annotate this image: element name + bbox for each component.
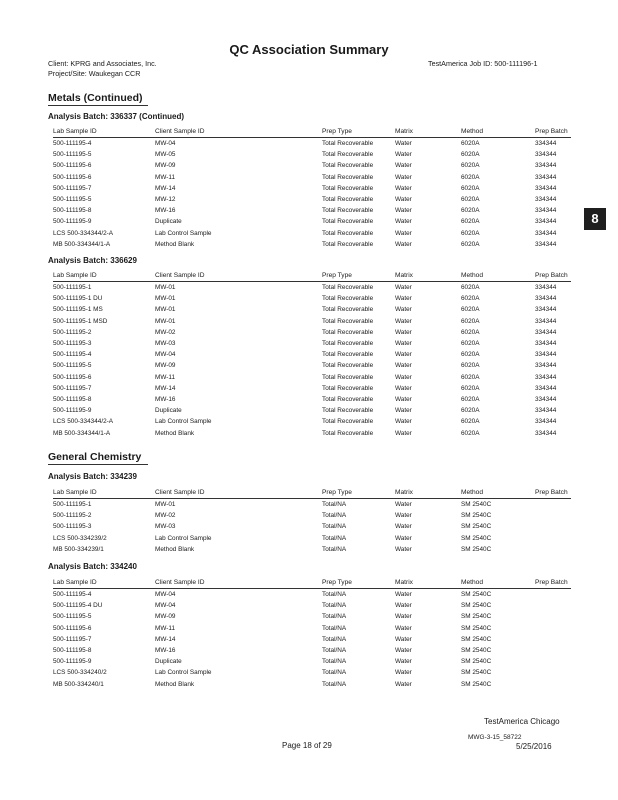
report-date: 5/25/2016 [516, 742, 552, 751]
cell-client: MW-01 [155, 501, 176, 508]
cell-client: MW-04 [155, 140, 176, 147]
cell-client: MW-14 [155, 384, 176, 392]
cell-prep-batch: 334344 [535, 362, 557, 370]
client-name: Client: KPRG and Associates, Inc. [48, 59, 157, 68]
cell-method: SM 2540C [461, 534, 492, 542]
column-header-prep-batch: Prep Batch [535, 272, 568, 279]
cell-prep-batch: 334344 [535, 184, 557, 192]
cell-method: 6020A [461, 162, 480, 170]
cell-matrix: Water [395, 647, 412, 654]
cell-lab: LCS 500-334344/2-A [53, 229, 114, 237]
cell-matrix: Water [395, 613, 412, 621]
section-title: Metals (Continued) [48, 92, 143, 104]
cell-prep-type: Total Recoverable [322, 351, 374, 359]
cell-method: 6020A [461, 184, 480, 192]
section-tab-marker: 8 [584, 208, 606, 230]
cell-client: Lab Control Sample [155, 229, 212, 237]
cell-prep-type: Total Recoverable [322, 196, 374, 203]
cell-lab: 500-111195-2 [53, 512, 92, 520]
cell-lab: 500-111195-1 DU [53, 295, 103, 303]
table-row [0, 206, 618, 217]
table-row [0, 384, 618, 395]
column-header-method: Method [461, 128, 483, 135]
table-row [0, 534, 618, 545]
cell-prep-type: Total/NA [322, 512, 347, 520]
cell-prep-type: Total Recoverable [322, 295, 374, 303]
cell-client: MW-09 [155, 362, 176, 370]
cell-prep-type: Total Recoverable [322, 151, 374, 159]
column-header-rule [53, 281, 571, 282]
cell-client: MW-09 [155, 613, 176, 621]
cell-prep-type: Total/NA [322, 602, 347, 610]
cell-matrix: Water [395, 545, 412, 553]
cell-client: MW-01 [155, 306, 176, 314]
cell-lab: 500-111195-9 [53, 658, 92, 666]
column-header-prep-type: Prep Type [322, 272, 352, 279]
cell-prep-type: Total/NA [322, 658, 347, 666]
cell-client: MW-04 [155, 351, 176, 359]
table-row [0, 240, 618, 251]
cell-method: 6020A [461, 295, 480, 303]
table-row [0, 624, 618, 635]
cell-prep-type: Total Recoverable [322, 418, 374, 426]
cell-client: MW-16 [155, 647, 176, 654]
column-header-matrix: Matrix [395, 489, 413, 496]
cell-prep-batch: 334344 [535, 218, 557, 226]
cell-matrix: Water [395, 306, 412, 314]
batch-title: Analysis Batch: 334240 [48, 562, 137, 571]
cell-client: Lab Control Sample [155, 418, 212, 426]
table-row [0, 184, 618, 195]
cell-prep-batch: 334344 [535, 384, 557, 392]
cell-matrix: Water [395, 295, 412, 303]
cell-lab: 500-111195-8 [53, 647, 92, 654]
cell-prep-batch: 334344 [535, 207, 557, 215]
cell-matrix: Water [395, 196, 412, 203]
table-row [0, 668, 618, 679]
cell-client: MW-14 [155, 635, 176, 643]
column-header-matrix: Matrix [395, 128, 413, 135]
table-row [0, 500, 618, 511]
cell-client: MW-11 [155, 373, 176, 381]
cell-prep-type: Total/NA [322, 523, 347, 531]
cell-method: 6020A [461, 240, 480, 248]
cell-client: MW-01 [155, 295, 176, 303]
column-header-rule [53, 137, 571, 138]
cell-prep-type: Total Recoverable [322, 306, 374, 314]
column-header-prep-type: Prep Type [322, 579, 352, 586]
cell-method: SM 2540C [461, 635, 492, 643]
cell-method: 6020A [461, 140, 480, 147]
cell-prep-batch: 334344 [535, 284, 557, 291]
cell-prep-batch: 334344 [535, 418, 557, 426]
cell-client: Duplicate [155, 407, 182, 415]
cell-matrix: Water [395, 162, 412, 170]
column-header-method: Method [461, 579, 483, 586]
column-header-prep-batch: Prep Batch [535, 579, 568, 586]
cell-method: SM 2540C [461, 602, 492, 610]
cell-prep-type: Total Recoverable [322, 162, 374, 170]
cell-lab: 500-111195-6 [53, 162, 92, 170]
cell-prep-batch: 334344 [535, 396, 557, 403]
cell-method: SM 2540C [461, 669, 492, 677]
cell-method: 6020A [461, 306, 480, 314]
batch-title: Analysis Batch: 334239 [48, 472, 137, 481]
cell-prep-batch: 334344 [535, 240, 557, 248]
table-row [0, 635, 618, 646]
cell-prep-type: Total/NA [322, 501, 347, 508]
cell-method: SM 2540C [461, 591, 492, 598]
cell-client: Method Blank [155, 240, 195, 248]
cell-lab: LCS 500-334344/2-A [53, 418, 114, 426]
cell-client: Method Blank [155, 545, 195, 553]
cell-lab: 500-111195-4 DU [53, 602, 103, 610]
table-row [0, 646, 618, 657]
cell-matrix: Water [395, 240, 412, 248]
cell-matrix: Water [395, 407, 412, 415]
column-header-matrix: Matrix [395, 272, 413, 279]
cell-method: 6020A [461, 328, 480, 336]
table-row [0, 173, 618, 184]
cell-matrix: Water [395, 384, 412, 392]
cell-method: 6020A [461, 373, 480, 381]
cell-client: MW-01 [155, 284, 176, 291]
footer-lab-name: TestAmerica Chicago [484, 717, 560, 726]
cell-prep-type: Total Recoverable [322, 218, 374, 226]
table-row [0, 417, 618, 428]
cell-matrix: Water [395, 429, 412, 437]
cell-method: 6020A [461, 351, 480, 359]
cell-prep-type: Total Recoverable [322, 373, 374, 381]
section-underline [48, 464, 148, 465]
table-row [0, 350, 618, 361]
cell-prep-type: Total/NA [322, 613, 347, 621]
cell-lab: 500-111195-8 [53, 207, 92, 215]
cell-method: SM 2540C [461, 647, 492, 654]
cell-method: 6020A [461, 207, 480, 215]
column-header-method: Method [461, 489, 483, 496]
cell-method: 6020A [461, 173, 480, 181]
cell-prep-type: Total Recoverable [322, 207, 374, 215]
cell-matrix: Water [395, 512, 412, 520]
cell-prep-batch: 334344 [535, 295, 557, 303]
cell-prep-type: Total Recoverable [322, 328, 374, 336]
cell-client: MW-04 [155, 602, 176, 610]
cell-prep-type: Total Recoverable [322, 396, 374, 403]
document-id: MWG-3-15_58722 [468, 734, 522, 741]
cell-lab: 500-111195-4 [53, 140, 92, 147]
cell-lab: 500-111195-5 [53, 362, 92, 370]
cell-lab: 500-111195-6 [53, 373, 92, 381]
cell-lab: 500-111195-5 [53, 151, 92, 159]
cell-method: SM 2540C [461, 624, 492, 632]
cell-matrix: Water [395, 151, 412, 159]
table-row [0, 328, 618, 339]
cell-matrix: Water [395, 284, 412, 291]
cell-client: Method Blank [155, 429, 195, 437]
column-header-prep-batch: Prep Batch [535, 128, 568, 135]
cell-client: MW-05 [155, 151, 176, 159]
cell-method: 6020A [461, 229, 480, 237]
cell-matrix: Water [395, 229, 412, 237]
cell-lab: 500-111195-3 [53, 523, 92, 531]
cell-method: 6020A [461, 396, 480, 403]
cell-method: 6020A [461, 418, 480, 426]
column-header-lab: Lab Sample ID [53, 128, 97, 135]
cell-client: MW-03 [155, 523, 176, 531]
column-header-lab: Lab Sample ID [53, 272, 97, 279]
cell-client: MW-02 [155, 512, 176, 520]
table-row [0, 305, 618, 316]
column-header-client: Client Sample ID [155, 272, 205, 279]
page-number: Page 18 of 29 [282, 741, 332, 750]
cell-matrix: Water [395, 373, 412, 381]
cell-matrix: Water [395, 658, 412, 666]
cell-lab: 500-111195-4 [53, 591, 92, 598]
cell-method: SM 2540C [461, 523, 492, 531]
table-row [0, 429, 618, 440]
cell-matrix: Water [395, 602, 412, 610]
cell-method: 6020A [461, 362, 480, 370]
cell-lab: 500-111195-9 [53, 218, 92, 226]
cell-method: 6020A [461, 196, 480, 203]
table-row [0, 511, 618, 522]
cell-method: 6020A [461, 407, 480, 415]
cell-client: MW-03 [155, 340, 176, 347]
cell-method: SM 2540C [461, 613, 492, 621]
column-header-client: Client Sample ID [155, 128, 205, 135]
cell-client: Method Blank [155, 680, 195, 688]
cell-method: SM 2540C [461, 501, 492, 508]
project-site: Project/Site: Waukegan CCR [48, 69, 141, 78]
cell-matrix: Water [395, 173, 412, 181]
cell-matrix: Water [395, 680, 412, 688]
cell-lab: 500-111195-3 [53, 340, 92, 347]
cell-method: 6020A [461, 218, 480, 226]
cell-lab: 500-111195-7 [53, 184, 92, 192]
cell-matrix: Water [395, 184, 412, 192]
column-header-prep-batch: Prep Batch [535, 489, 568, 496]
job-id: TestAmerica Job ID: 500-111196-1 [428, 59, 538, 68]
cell-lab: LCS 500-334240/2 [53, 669, 107, 677]
cell-matrix: Water [395, 328, 412, 336]
table-row [0, 317, 618, 328]
cell-method: 6020A [461, 340, 480, 347]
column-header-method: Method [461, 272, 483, 279]
cell-matrix: Water [395, 218, 412, 226]
cell-client: MW-11 [155, 624, 176, 632]
cell-matrix: Water [395, 418, 412, 426]
cell-matrix: Water [395, 523, 412, 531]
cell-lab: 500-111195-6 [53, 624, 92, 632]
table-row [0, 283, 618, 294]
cell-lab: 500-111195-6 [53, 173, 92, 181]
cell-matrix: Water [395, 362, 412, 370]
cell-prep-type: Total/NA [322, 669, 347, 677]
cell-prep-batch: 334344 [535, 328, 557, 336]
cell-client: MW-12 [155, 196, 176, 203]
cell-method: 6020A [461, 429, 480, 437]
table-row [0, 195, 618, 206]
cell-client: MW-11 [155, 173, 176, 181]
cell-prep-batch: 334344 [535, 429, 557, 437]
cell-client: MW-04 [155, 591, 176, 598]
cell-prep-type: Total/NA [322, 591, 347, 598]
cell-lab: MB 500-334239/1 [53, 545, 104, 553]
column-header-rule [53, 498, 571, 499]
table-row [0, 590, 618, 601]
page-title: QC Association Summary [229, 42, 389, 57]
batch-title: Analysis Batch: 336337 (Continued) [48, 112, 185, 121]
cell-client: Duplicate [155, 658, 182, 666]
cell-prep-type: Total Recoverable [322, 240, 374, 248]
cell-lab: 500-111195-4 [53, 351, 92, 359]
cell-client: Lab Control Sample [155, 669, 212, 677]
batch-title: Analysis Batch: 336629 [48, 256, 137, 265]
cell-matrix: Water [395, 635, 412, 643]
cell-lab: 500-111195-7 [53, 635, 92, 643]
cell-client: MW-01 [155, 317, 176, 325]
cell-client: Lab Control Sample [155, 534, 212, 542]
cell-prep-type: Total Recoverable [322, 429, 374, 437]
cell-matrix: Water [395, 591, 412, 598]
cell-prep-type: Total/NA [322, 545, 347, 553]
table-row [0, 657, 618, 668]
cell-lab: MB 500-334344/1-A [53, 429, 111, 437]
cell-method: 6020A [461, 384, 480, 392]
table-row [0, 680, 618, 691]
cell-matrix: Water [395, 669, 412, 677]
cell-method: SM 2540C [461, 658, 492, 666]
cell-matrix: Water [395, 396, 412, 403]
cell-lab: MB 500-334344/1-A [53, 240, 111, 248]
cell-lab: 500-111195-5 [53, 196, 92, 203]
cell-prep-type: Total Recoverable [322, 229, 374, 237]
cell-lab: 500-111195-1 [53, 284, 92, 291]
cell-method: 6020A [461, 317, 480, 325]
table-row [0, 150, 618, 161]
cell-prep-batch: 334344 [535, 306, 557, 314]
table-row [0, 395, 618, 406]
cell-matrix: Water [395, 351, 412, 359]
column-header-rule [53, 588, 571, 589]
cell-prep-batch: 334344 [535, 373, 557, 381]
cell-prep-batch: 334344 [535, 229, 557, 237]
cell-prep-batch: 334344 [535, 151, 557, 159]
cell-matrix: Water [395, 534, 412, 542]
cell-lab: 500-111195-5 [53, 613, 92, 621]
table-row [0, 601, 618, 612]
cell-prep-type: Total/NA [322, 647, 347, 654]
cell-client: MW-16 [155, 207, 176, 215]
table-row [0, 406, 618, 417]
section-underline [48, 105, 148, 106]
table-row [0, 161, 618, 172]
cell-lab: LCS 500-334239/2 [53, 534, 107, 542]
cell-lab: MB 500-334240/1 [53, 680, 104, 688]
cell-method: 6020A [461, 284, 480, 291]
column-header-prep-type: Prep Type [322, 489, 352, 496]
column-header-matrix: Matrix [395, 579, 413, 586]
cell-prep-type: Total/NA [322, 635, 347, 643]
cell-prep-type: Total Recoverable [322, 362, 374, 370]
cell-matrix: Water [395, 317, 412, 325]
cell-matrix: Water [395, 207, 412, 215]
cell-lab: 500-111195-1 MSD [53, 317, 108, 325]
table-row [0, 361, 618, 372]
cell-matrix: Water [395, 624, 412, 632]
cell-method: SM 2540C [461, 545, 492, 553]
cell-prep-type: Total/NA [322, 624, 347, 632]
cell-lab: 500-111195-1 MS [53, 306, 103, 314]
cell-prep-type: Total Recoverable [322, 184, 374, 192]
table-row [0, 294, 618, 305]
cell-prep-batch: 334344 [535, 162, 557, 170]
cell-prep-batch: 334344 [535, 407, 557, 415]
cell-prep-batch: 334344 [535, 351, 557, 359]
cell-prep-type: Total Recoverable [322, 140, 374, 147]
table-row [0, 339, 618, 350]
cell-prep-type: Total/NA [322, 680, 347, 688]
column-header-lab: Lab Sample ID [53, 579, 97, 586]
cell-prep-batch: 334344 [535, 196, 557, 203]
cell-prep-type: Total Recoverable [322, 317, 374, 325]
table-row [0, 139, 618, 150]
cell-matrix: Water [395, 501, 412, 508]
cell-method: 6020A [461, 151, 480, 159]
cell-prep-type: Total Recoverable [322, 340, 374, 347]
cell-prep-batch: 334344 [535, 340, 557, 347]
cell-client: MW-09 [155, 162, 176, 170]
column-header-client: Client Sample ID [155, 579, 205, 586]
column-header-prep-type: Prep Type [322, 128, 352, 135]
cell-lab: 500-111195-7 [53, 384, 92, 392]
cell-method: SM 2540C [461, 680, 492, 688]
cell-matrix: Water [395, 340, 412, 347]
cell-lab: 500-111195-2 [53, 328, 92, 336]
table-row [0, 522, 618, 533]
cell-prep-type: Total Recoverable [322, 407, 374, 415]
table-row [0, 229, 618, 240]
column-header-lab: Lab Sample ID [53, 489, 97, 496]
cell-lab: 500-111195-1 [53, 501, 92, 508]
cell-prep-batch: 334344 [535, 173, 557, 181]
cell-client: MW-16 [155, 396, 176, 403]
cell-prep-type: Total/NA [322, 534, 347, 542]
cell-client: MW-02 [155, 328, 176, 336]
table-row [0, 373, 618, 384]
table-row [0, 217, 618, 228]
cell-prep-type: Total Recoverable [322, 173, 374, 181]
cell-client: Duplicate [155, 218, 182, 226]
table-row [0, 545, 618, 556]
cell-client: MW-14 [155, 184, 176, 192]
cell-prep-type: Total Recoverable [322, 284, 374, 291]
cell-matrix: Water [395, 140, 412, 147]
cell-prep-type: Total Recoverable [322, 384, 374, 392]
column-header-client: Client Sample ID [155, 489, 205, 496]
table-row [0, 612, 618, 623]
cell-prep-batch: 334344 [535, 140, 557, 147]
cell-method: SM 2540C [461, 512, 492, 520]
cell-lab: 500-111195-8 [53, 396, 92, 403]
cell-lab: 500-111195-9 [53, 407, 92, 415]
cell-prep-batch: 334344 [535, 317, 557, 325]
section-title: General Chemistry [48, 451, 142, 463]
